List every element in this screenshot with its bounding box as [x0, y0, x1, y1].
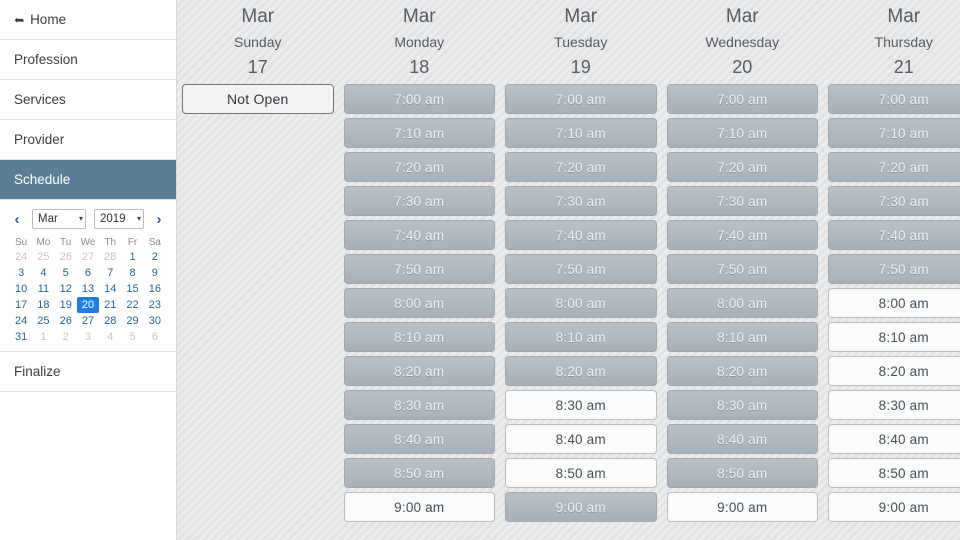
sidebar-item-label: Provider: [14, 132, 65, 147]
month-select[interactable]: [32, 209, 86, 229]
datepicker-day[interactable]: 27: [81, 251, 95, 263]
time-slot-unavailable: 7:10 am: [344, 118, 496, 148]
next-month-icon[interactable]: ›: [156, 210, 162, 228]
day-number-label: 17: [247, 57, 268, 77]
datepicker-day[interactable]: 26: [59, 315, 72, 327]
sidebar-item-label: Services: [14, 92, 66, 107]
datepicker-header: [10, 208, 166, 230]
datepicker-week-row: [10, 265, 166, 281]
time-slot-unavailable: 8:00 am: [505, 288, 657, 318]
datepicker-day[interactable]: 1: [40, 331, 47, 343]
sidebar-item-label: Profession: [14, 52, 78, 67]
day-header: [182, 0, 334, 80]
time-slot-unavailable: 7:30 am: [344, 186, 496, 216]
datepicker-day[interactable]: 23: [148, 299, 161, 311]
datepicker-day[interactable]: 3: [84, 331, 92, 343]
sidebar-item-schedule[interactable]: [0, 160, 176, 200]
datepicker-body: [10, 249, 166, 345]
datepicker-day[interactable]: 31: [15, 331, 28, 343]
datepicker[interactable]: [0, 200, 176, 352]
day-weekday-label: Tuesday: [554, 34, 608, 50]
time-slot-available[interactable]: 8:40 am: [828, 424, 960, 454]
datepicker-day[interactable]: 2: [62, 331, 69, 343]
time-slot-available[interactable]: 8:10 am: [828, 322, 960, 352]
datepicker-day-selected[interactable]: 20: [77, 297, 99, 313]
datepicker-day[interactable]: 28: [104, 315, 117, 327]
datepicker-day[interactable]: 19: [59, 299, 72, 311]
datepicker-day[interactable]: 17: [15, 299, 28, 311]
datepicker-day[interactable]: 28: [104, 251, 117, 263]
datepicker-day[interactable]: 26: [59, 251, 72, 263]
datepicker-day[interactable]: 16: [148, 283, 161, 295]
time-slot-unavailable: 7:00 am: [505, 84, 657, 114]
time-slot-unavailable: 8:10 am: [505, 322, 657, 352]
time-slot-unavailable: 8:20 am: [667, 356, 819, 386]
time-slot-unavailable: 7:00 am: [344, 84, 496, 114]
time-slot-unavailable: 7:00 am: [828, 84, 960, 114]
time-slot-available[interactable]: 8:00 am: [828, 288, 960, 318]
day-weekday-label: Thursday: [874, 34, 933, 50]
datepicker-day[interactable]: 18: [37, 299, 50, 311]
time-slot-available[interactable]: 8:40 am: [505, 424, 657, 454]
datepicker-week-row: [10, 249, 166, 265]
day-header: [505, 0, 657, 80]
time-slot-unavailable: 9:00 am: [505, 492, 657, 522]
day-month-label: Mar: [887, 6, 921, 27]
day-month-label: Mar: [564, 6, 598, 27]
time-slot-unavailable: 7:00 am: [667, 84, 819, 114]
time-slot-available[interactable]: 8:50 am: [828, 458, 960, 488]
year-select[interactable]: [94, 209, 144, 229]
time-slot-available[interactable]: 8:30 am: [505, 390, 657, 420]
time-slot-unavailable: 7:30 am: [667, 186, 819, 216]
time-slot-available[interactable]: 8:50 am: [505, 458, 657, 488]
datepicker-day[interactable]: 22: [126, 299, 139, 311]
datepicker-day[interactable]: 1: [129, 251, 136, 263]
sidebar-item-profession[interactable]: [0, 40, 176, 80]
datepicker-day[interactable]: 10: [15, 283, 28, 295]
day-column-monday: [339, 0, 501, 540]
day-number-label: 20: [732, 57, 753, 77]
day-month-label: Mar: [241, 6, 275, 27]
time-slot-unavailable: 7:20 am: [667, 152, 819, 182]
time-slot-unavailable: 8:30 am: [667, 390, 819, 420]
datepicker-week-row: [10, 313, 166, 329]
time-slot-unavailable: 8:30 am: [344, 390, 496, 420]
time-slot-unavailable: 8:00 am: [667, 288, 819, 318]
day-header: [344, 0, 496, 80]
time-slot-unavailable: 8:20 am: [344, 356, 496, 386]
datepicker-day[interactable]: 24: [15, 251, 28, 263]
time-slot-unavailable: 8:40 am: [667, 424, 819, 454]
day-column-sunday: [177, 0, 339, 540]
time-slot-available[interactable]: 8:30 am: [828, 390, 960, 420]
time-slot-unavailable: 7:10 am: [667, 118, 819, 148]
datepicker-day[interactable]: 4: [107, 331, 114, 343]
datepicker-day[interactable]: 30: [148, 315, 161, 327]
sidebar-item-label: Schedule: [14, 172, 71, 187]
datepicker-day[interactable]: 21: [104, 299, 117, 311]
datepicker-day[interactable]: 25: [37, 251, 50, 263]
day-column-tuesday: [500, 0, 662, 540]
sidebar-item-label: Finalize: [14, 364, 61, 379]
time-slot-unavailable: 7:50 am: [828, 254, 960, 284]
datepicker-week-row: [10, 281, 166, 297]
datepicker-weekday: Su: [15, 237, 28, 248]
datepicker-weekday: Tu: [60, 237, 72, 248]
time-slot-unavailable: 7:10 am: [828, 118, 960, 148]
time-slot-unavailable: 8:20 am: [505, 356, 657, 386]
day-weekday-label: Sunday: [234, 34, 282, 50]
time-slot-unavailable: 7:20 am: [828, 152, 960, 182]
sidebar-nav: [0, 0, 176, 200]
time-slot-unavailable: 7:30 am: [505, 186, 657, 216]
day-month-label: Mar: [402, 6, 436, 27]
time-slot-unavailable: 8:00 am: [344, 288, 496, 318]
not-open-badge: Not Open: [182, 84, 334, 114]
datepicker-weekday: Sa: [148, 237, 161, 248]
sidebar-item-home[interactable]: [0, 0, 176, 40]
time-slot-unavailable: 7:30 am: [828, 186, 960, 216]
datepicker-day[interactable]: 24: [15, 315, 28, 327]
datepicker-day[interactable]: 8: [129, 267, 136, 279]
time-slot-unavailable: 7:10 am: [505, 118, 657, 148]
time-slot-available[interactable]: 9:00 am: [828, 492, 960, 522]
time-slot-unavailable: 8:50 am: [667, 458, 819, 488]
datepicker-weekday: Th: [104, 237, 117, 248]
datepicker-day[interactable]: 6: [151, 331, 158, 343]
datepicker-day[interactable]: 13: [81, 283, 95, 295]
time-slot-unavailable: 7:40 am: [344, 220, 496, 250]
day-number-label: 18: [409, 57, 430, 77]
datepicker-day[interactable]: 14: [104, 283, 117, 295]
datepicker-day[interactable]: 2: [151, 251, 158, 263]
datepicker-day[interactable]: 5: [62, 267, 69, 279]
day-number-label: 19: [570, 57, 591, 77]
day-column-thursday: [823, 0, 960, 540]
datepicker-day[interactable]: 25: [37, 315, 50, 327]
datepicker-day[interactable]: 7: [107, 267, 114, 279]
time-slot-unavailable: 7:50 am: [667, 254, 819, 284]
day-number-label: 21: [893, 57, 914, 77]
datepicker-weekday: Fr: [127, 237, 138, 248]
datepicker-day[interactable]: 3: [18, 267, 25, 279]
time-slot-unavailable: 7:50 am: [505, 254, 657, 284]
datepicker-week-row: [10, 329, 166, 345]
datepicker-weekday-row: [10, 236, 166, 249]
datepicker-day[interactable]: 9: [151, 267, 158, 279]
chevron-updown-icon: ▾: [78, 214, 83, 223]
month-select-value: Mar: [38, 213, 58, 225]
datepicker-day[interactable]: 11: [37, 283, 50, 295]
day-month-label: Mar: [725, 6, 759, 27]
time-slot-available[interactable]: 8:20 am: [828, 356, 960, 386]
day-column-wednesday: [662, 0, 824, 540]
time-slot-unavailable: 7:20 am: [344, 152, 496, 182]
time-slot-unavailable: 8:50 am: [344, 458, 496, 488]
time-slot-unavailable: 7:40 am: [828, 220, 960, 250]
home-icon: ➦: [14, 12, 25, 27]
sidebar-item-label: Home: [30, 12, 67, 27]
time-slot-unavailable: 7:20 am: [505, 152, 657, 182]
datepicker-weekday: We: [80, 237, 96, 248]
datepicker-day[interactable]: 6: [84, 267, 92, 279]
datepicker-weekday: Mo: [36, 237, 51, 248]
time-slot-unavailable: 7:40 am: [667, 220, 819, 250]
chevron-updown-icon: ▾: [136, 214, 141, 223]
sidebar: [0, 0, 177, 540]
time-slot-unavailable: 8:10 am: [344, 322, 496, 352]
sidebar-item-services[interactable]: [0, 80, 176, 120]
day-header: [667, 0, 819, 80]
day-weekday-label: Monday: [394, 34, 445, 50]
time-slot-available[interactable]: 9:00 am: [667, 492, 819, 522]
datepicker-grid: [10, 236, 166, 345]
day-header: [828, 0, 960, 80]
datepicker-day[interactable]: 5: [129, 331, 136, 343]
sidebar-item-finalize[interactable]: [0, 352, 176, 392]
datepicker-day[interactable]: 15: [126, 283, 139, 295]
schedule-calendar: [177, 0, 960, 540]
datepicker-day[interactable]: 27: [81, 315, 95, 327]
day-weekday-label: Wednesday: [705, 34, 780, 50]
datepicker-week-row: [10, 297, 166, 313]
datepicker-day[interactable]: 12: [59, 283, 72, 295]
datepicker-day[interactable]: 4: [40, 267, 47, 279]
sidebar-item-provider[interactable]: [0, 120, 176, 160]
time-slot-available[interactable]: 9:00 am: [344, 492, 496, 522]
time-slot-unavailable: 8:10 am: [667, 322, 819, 352]
time-slot-unavailable: 8:40 am: [344, 424, 496, 454]
time-slot-unavailable: 7:50 am: [344, 254, 496, 284]
prev-month-icon[interactable]: ‹: [14, 210, 20, 228]
year-select-value: 2019: [100, 213, 126, 225]
datepicker-day[interactable]: 29: [126, 315, 139, 327]
time-slot-unavailable: 7:40 am: [505, 220, 657, 250]
